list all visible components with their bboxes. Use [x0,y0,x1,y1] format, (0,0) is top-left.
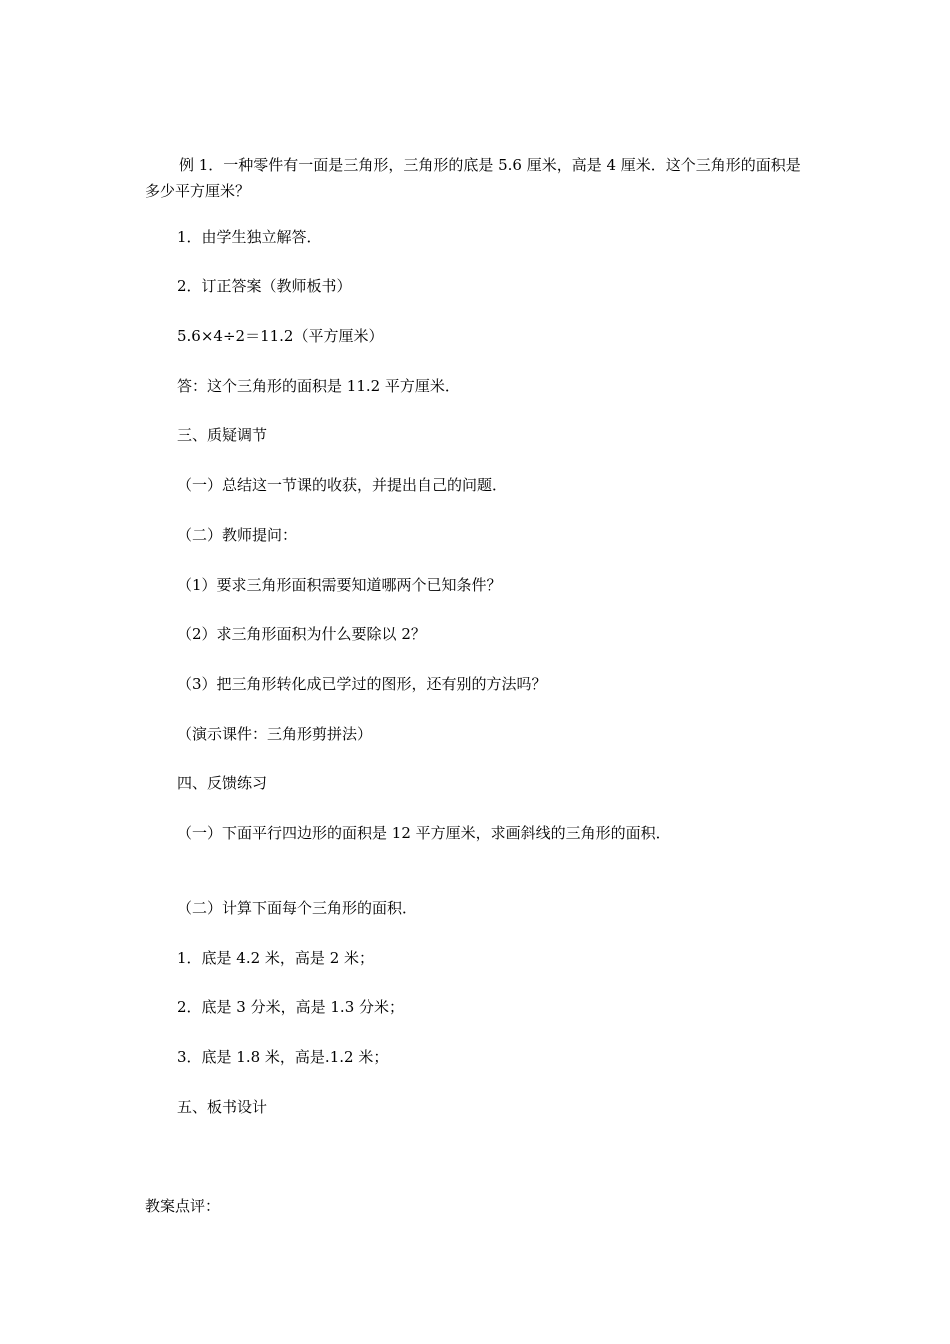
sub-item-1: （一）总结这一节课的收获，并提出自己的问题． [177,476,508,494]
exercise-item-3: 3．底是 1.8 米，高是.1.2 米； [177,1048,389,1066]
step-1: 1．由学生独立解答． [177,228,322,246]
demo-note: （演示课件：三角形剪拼法） [177,725,373,743]
exercise-item-1: 1．底是 4.2 米，高是 2 米； [177,949,375,967]
example-paragraph: 例 1．一种零件有一面是三角形，三角形的底是 5.6 厘米，高是 4 厘米．这个三角形的面积是多少平方厘米？ [145,156,801,200]
section-heading-5: 五、板书设计 [177,1098,268,1116]
exercise-item-2: 2．底是 3 分米，高是 1.3 分米； [177,998,405,1016]
question-3: （3）把三角形转化成已学过的图形，还有别的方法吗？ [177,675,547,693]
equation: 5.6×4÷2＝11.2（平方厘米） [177,327,384,345]
answer: 答：这个三角形的面积是 11.2 平方厘米． [177,377,460,395]
section-heading-4: 四、反馈练习 [177,774,268,792]
exercise-2: （二）计算下面每个三角形的面积． [177,899,418,917]
section-heading-3: 三、质疑调节 [177,426,268,444]
step-2: 2．订正答案（教师板书） [177,277,352,295]
question-1: （1）要求三角形面积需要知道哪两个已知条件？ [177,576,502,594]
sub-item-2: （二）教师提问： [177,526,298,544]
question-2: （2）求三角形面积为什么要除以 2？ [177,625,426,643]
footer-comment: 教案点评： [145,1197,221,1215]
exercise-1: （一）下面平行四边形的面积是 12 平方厘米，求画斜线的三角形的面积． [177,824,671,842]
